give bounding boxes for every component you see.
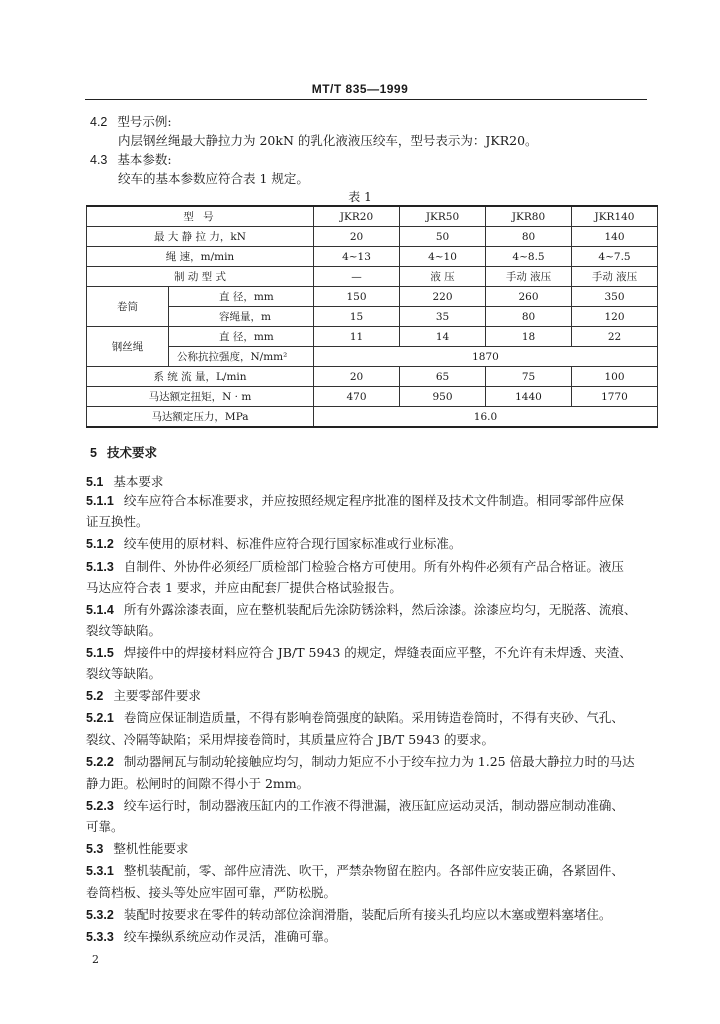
paragraph-5-1-4	[86, 601, 636, 619]
standard-code: MT/T 835—1999	[311, 82, 409, 96]
section-number: 4.3	[90, 153, 108, 167]
table-cell: 16.0	[314, 407, 658, 428]
clause-number: 5.1.3	[86, 560, 114, 574]
table-cell: 260	[486, 287, 572, 307]
clause-number: 5.2.1	[86, 711, 114, 725]
table-cell: 80	[486, 307, 572, 327]
table-cell: 75	[486, 367, 572, 387]
model-cell: JKR20	[314, 206, 400, 227]
row-label: 系 统 流 量，L/min	[87, 367, 314, 387]
paragraph-text: 绞车运行时，制动器液压缸内的工作液不得泄漏，液压缸应运动灵活，制动器应制动准确、	[123, 798, 624, 813]
section-title: 整机性能要求	[113, 841, 189, 856]
section-4-3-text: 绞车的基本参数应符合表 1 规定。	[118, 171, 309, 186]
paragraph-5-2-1-cont: 裂纹、冷隔等缺陷；采用焊接卷筒时，其质量应符合 JB/T 5943 的要求。	[86, 732, 494, 747]
paragraph-text: 装配时按要求在零件的转动部位涂润滑脂，装配后所有接头孔均应以木塞或塑料塞堵住。	[123, 907, 612, 922]
table-row	[87, 407, 658, 428]
row-label: 绳 速，m/min	[87, 247, 314, 267]
paragraph-5-1-1-cont: 证互换性。	[86, 514, 149, 529]
table-cell: 1440	[486, 387, 572, 407]
section-4-2-heading	[90, 113, 172, 131]
table-cell: 14	[400, 327, 486, 347]
table-cell: 18	[486, 327, 572, 347]
table-row	[87, 227, 658, 247]
section-number: 4.2	[90, 115, 108, 129]
clause-number: 5.1.4	[86, 603, 114, 617]
table-cell: 22	[572, 327, 658, 347]
header-label: 型 号	[87, 206, 314, 227]
table-row	[87, 327, 658, 347]
clause-number: 5.1.2	[86, 537, 114, 551]
paragraph-5-1-5	[86, 644, 632, 662]
paragraph-5-2-2	[86, 753, 635, 771]
paragraph-text: 绞车使用的原材料、标准件应符合现行国家标准或行业标准。	[123, 536, 462, 551]
table-cell: 350	[572, 287, 658, 307]
table-cell: 1770	[572, 387, 658, 407]
section-title: 主要零部件要求	[113, 688, 201, 703]
table-cell: 1870	[314, 347, 658, 367]
paragraph-5-3-1-cont: 卷筒档板、接头等处应牢固可靠，严防松脱。	[86, 885, 337, 900]
row-label: 制 动 型 式	[87, 267, 314, 287]
row-label: 最 大 静 拉 力，kN	[87, 227, 314, 247]
paragraph-text: 焊接件中的焊接材料应符合 JB/T 5943 的规定，焊缝表面应平整，不允许有未焊透、夹渣、	[123, 645, 632, 660]
section-number: 5.1	[86, 475, 104, 489]
paragraph-5-2-1	[86, 709, 624, 727]
section-title: 基本参数:	[117, 152, 172, 167]
table-row	[87, 347, 658, 367]
table-cell: 20	[314, 227, 400, 247]
table-cell: 4~8.5	[486, 247, 572, 267]
paragraph-5-1-3	[86, 558, 624, 576]
parameter-table	[86, 205, 658, 428]
section-5-heading	[90, 444, 157, 462]
table-cell: —	[314, 267, 400, 287]
header-rule	[85, 99, 647, 100]
row-label: 直 径，mm	[169, 287, 314, 307]
group-label-rope: 钢丝绳	[87, 327, 169, 367]
clause-number: 5.2.3	[86, 799, 114, 813]
table-cell: 150	[314, 287, 400, 307]
paragraph-text: 所有外露涂漆表面，应在整机装配后先涂防锈涂料，然后涂漆。涂漆应均匀，无脱落、流痕、	[123, 602, 637, 617]
paragraph-text: 绞车操纵系统应动作灵活，准确可靠。	[123, 929, 337, 944]
table-cell: 220	[400, 287, 486, 307]
model-cell: JKR80	[486, 206, 572, 227]
paragraph-5-1-4-cont: 裂纹等缺陷。	[86, 623, 162, 638]
paragraph-5-1-3-cont: 马达应符合表 1 要求，并应由配套厂提供合格试验报告。	[86, 580, 402, 595]
table-cell: 手动 液压	[572, 267, 658, 287]
clause-number: 5.3.2	[86, 908, 114, 922]
table-cell: 100	[572, 367, 658, 387]
model-cell: JKR140	[572, 206, 658, 227]
table-cell: 液 压	[400, 267, 486, 287]
table-cell: 50	[400, 227, 486, 247]
paragraph-5-3-2	[86, 906, 611, 924]
paragraph-5-1-5-cont: 裂纹等缺陷。	[86, 666, 162, 681]
clause-number: 5.2.2	[86, 755, 114, 769]
paragraph-5-3-3	[86, 928, 336, 946]
section-4-3-heading	[90, 151, 172, 169]
table-row	[87, 387, 658, 407]
section-5-1-heading	[86, 473, 163, 491]
section-title: 型号示例:	[117, 114, 172, 129]
paragraph-text: 绞车应符合本标准要求，并应按照经规定程序批准的图样及技术文件制造。相同零部件应保	[123, 493, 624, 508]
paragraph-5-2-2-cont: 静力距。松闸时的间隙不得小于 2mm。	[86, 776, 310, 791]
paragraph-5-1-1	[86, 492, 624, 510]
section-number: 5.2	[86, 689, 104, 703]
table-row	[87, 206, 658, 227]
model-cell: JKR50	[400, 206, 486, 227]
table-cell: 80	[486, 227, 572, 247]
clause-number: 5.3.3	[86, 930, 114, 944]
paragraph-5-3-1	[86, 862, 624, 880]
table-caption: 表 1	[348, 190, 372, 204]
table-cell: 4~10	[400, 247, 486, 267]
row-label: 直 径，mm	[169, 327, 314, 347]
row-label: 马达额定扭矩，N · m	[87, 387, 314, 407]
table-row	[87, 367, 658, 387]
table-cell: 11	[314, 327, 400, 347]
table-cell: 4~13	[314, 247, 400, 267]
table-row	[87, 307, 658, 327]
table-cell: 20	[314, 367, 400, 387]
table-cell: 470	[314, 387, 400, 407]
section-4-2-text: 内层钢丝绳最大静拉力为 20kN 的乳化液液压绞车，型号表示为：JKR20。	[118, 133, 538, 148]
row-label: 容绳量，m	[169, 307, 314, 327]
clause-number: 5.3.1	[86, 864, 114, 878]
table-cell: 120	[572, 307, 658, 327]
table-row	[87, 247, 658, 267]
section-number: 5	[90, 446, 97, 460]
paragraph-5-2-3-cont: 可靠。	[86, 819, 124, 834]
clause-number: 5.1.5	[86, 646, 114, 660]
table-cell: 35	[400, 307, 486, 327]
table-cell: 140	[572, 227, 658, 247]
table-cell: 950	[400, 387, 486, 407]
row-label: 公称抗拉强度，N/mm²	[169, 347, 314, 367]
paragraph-text: 制动器闸瓦与制动轮接触应均匀，制动力矩应不小于绞车拉力为 1.25 倍最大静拉力时的马达	[123, 754, 635, 769]
paragraph-text: 卷筒应保证制造质量，不得有影响卷筒强度的缺陷。采用铸造卷筒时，不得有夹砂、气孔、	[123, 710, 624, 725]
group-label-drum: 卷筒	[87, 287, 169, 327]
table-cell: 15	[314, 307, 400, 327]
page-number: 2	[92, 953, 99, 966]
table-cell: 4~7.5	[572, 247, 658, 267]
table-cell: 手动 液压	[486, 267, 572, 287]
table-cell: 65	[400, 367, 486, 387]
clause-number: 5.1.1	[86, 494, 114, 508]
table-row	[87, 287, 658, 307]
table-row	[87, 267, 658, 287]
section-number: 5.3	[86, 842, 104, 856]
paragraph-text: 整机装配前，零、部件应清洗、吹干，严禁杂物留在腔内。各部件应安装正确，各紧固件、	[123, 863, 624, 878]
section-title: 基本要求	[113, 474, 164, 489]
paragraph-text: 自制件、外协件必须经厂质检部门检验合格方可使用。所有外构件必须有产品合格证。液压	[123, 559, 624, 574]
section-5-3-heading	[86, 840, 188, 858]
paragraph-5-2-3	[86, 797, 624, 815]
row-label: 马达额定压力，MPa	[87, 407, 314, 428]
section-5-2-heading	[86, 687, 201, 705]
paragraph-5-1-2	[86, 535, 461, 553]
section-title: 技术要求	[106, 445, 157, 460]
